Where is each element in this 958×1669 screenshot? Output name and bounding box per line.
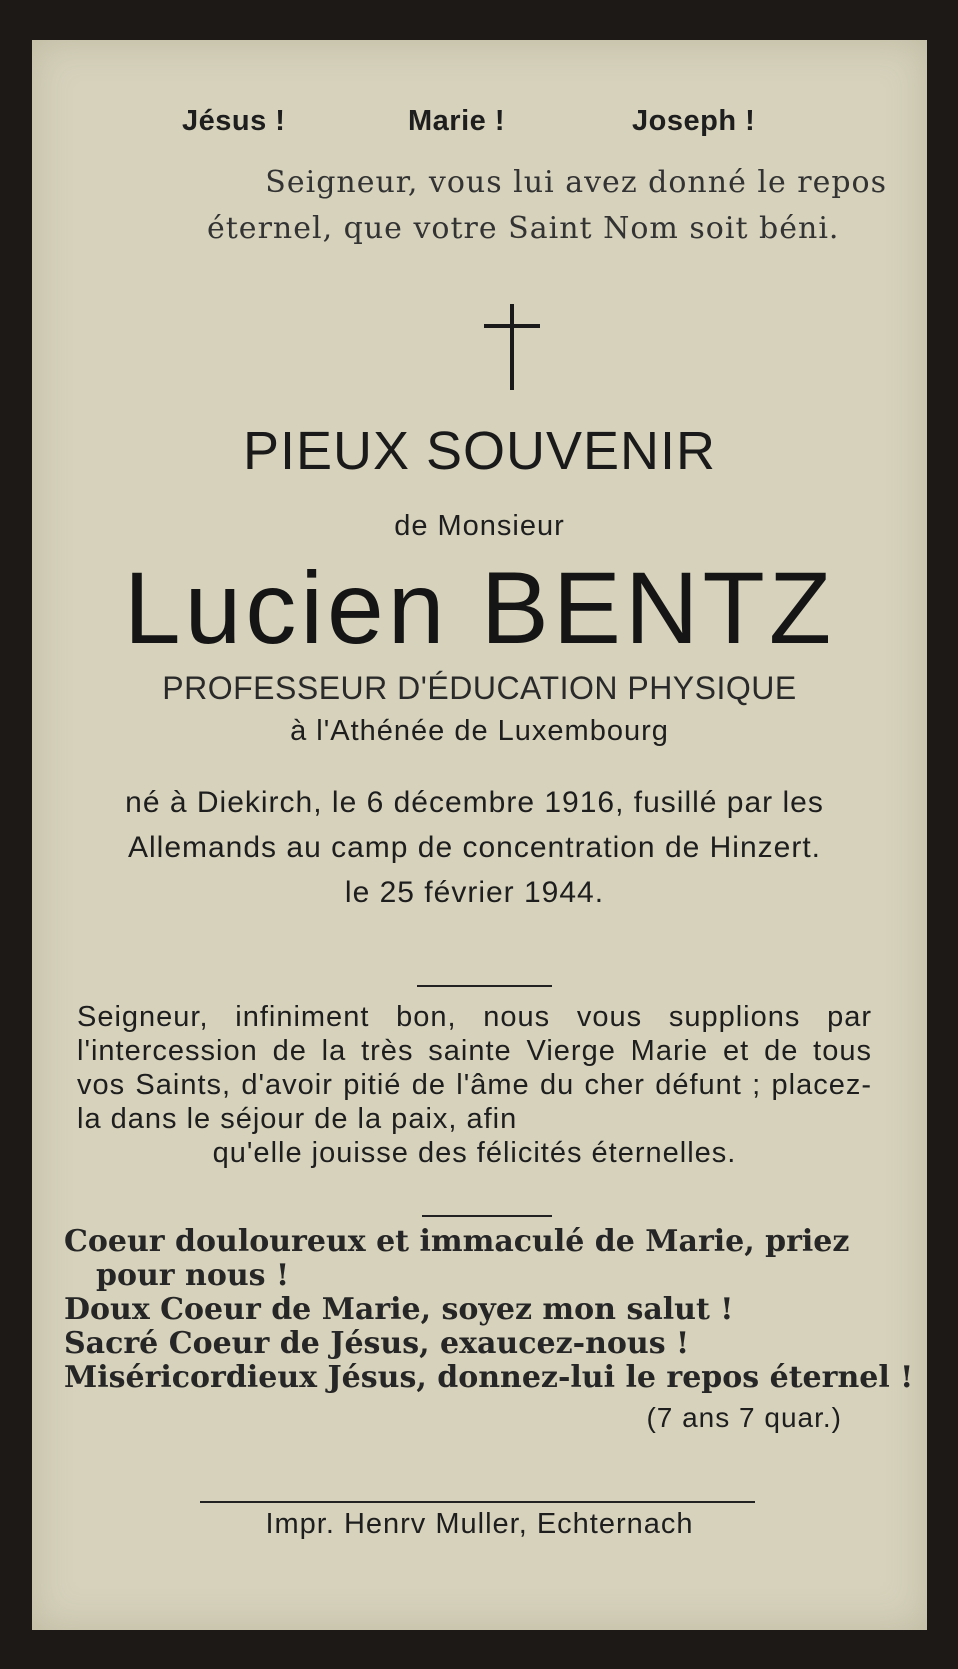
opening-prayer-line-2: éternel, que votre Saint Nom soit béni. — [207, 211, 840, 246]
litany-line: Sacré Coeur de Jésus, exaucez-nous ! — [64, 1326, 690, 1361]
printer-divider — [200, 1501, 755, 1503]
biography — [77, 780, 872, 915]
biography-line-3: le 25 février 1944. — [344, 876, 605, 909]
intercession-prayer-body: Seigneur, infiniment bon, nous vous supplions par l'intercession de la très sainte Vierge Marie et de tous vos Saints, d'avoir pitié de l'âme du cher défunt ; placez-la dans le séjour de la paix, afin — [77, 1001, 872, 1135]
deceased-name: Lucien BENTZ — [123, 551, 836, 665]
litany-line: Miséricordieux Jésus, donnez-lui le repos éternel ! — [64, 1360, 914, 1395]
invocation-joseph: Joseph ! — [632, 105, 756, 137]
profession: PROFESSEUR D'ÉDUCATION PHYSIQUE — [162, 670, 797, 706]
biography-line-1: né à Diekirch, le 6 décembre 1916, fusillé par les — [125, 786, 824, 819]
card-subtitle: de Monsieur — [394, 510, 565, 542]
cross-icon — [482, 302, 542, 392]
biography-line-2: Allemands au camp de concentration de Hinzert. — [127, 831, 822, 864]
invocation-jesus: Jésus ! — [182, 105, 286, 137]
litany-line: Coeur douloureux et immaculé de Marie, priez — [64, 1224, 850, 1259]
litany-line: Doux Coeur de Marie, soyez mon salut ! — [64, 1292, 734, 1327]
litany-line: pour nous ! — [96, 1258, 290, 1293]
invocation-marie: Marie ! — [408, 105, 505, 137]
divider — [422, 1215, 552, 1217]
opening-prayer — [207, 160, 887, 252]
indulgence-note: (7 ans 7 quar.) — [646, 1402, 842, 1433]
school: à l'Athénée de Luxembourg — [290, 715, 669, 747]
litany — [64, 1224, 914, 1395]
intercession-prayer-last-line: qu'elle jouisse des félicités éternelles. — [212, 1137, 737, 1169]
divider — [417, 985, 552, 987]
opening-prayer-line-1: Seigneur, vous lui avez donné le repos — [265, 165, 887, 200]
printer-credit: Impr. Henrv Muller, Echternach — [265, 1508, 694, 1540]
intercession-prayer — [77, 1000, 872, 1170]
memorial-card — [32, 40, 927, 1630]
card-title: PIEUX SOUVENIR — [242, 421, 717, 481]
